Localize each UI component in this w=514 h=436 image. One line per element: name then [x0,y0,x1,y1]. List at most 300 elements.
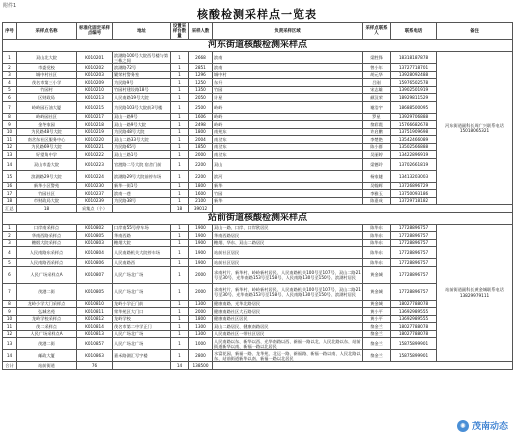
row-area: 新华 [213,182,363,190]
row-contact: 黄金城 [363,300,391,308]
row-tables: 1 [171,86,189,94]
header-tables: 设置采样台数量 [171,23,189,40]
row-name: 邮政大厦 [17,350,77,362]
row-no: 15 [3,170,17,182]
row-no: 10 [3,315,17,323]
row-name: 城中村社区 [17,71,77,79]
row-no: 18 [3,197,17,205]
header-no: 序号 [3,23,17,40]
row-code: K010812 [77,315,113,323]
row-phone: 13542466089 [391,136,437,144]
row-people: 1900 [189,232,213,240]
row-people: 1800 [189,128,213,136]
row-address: 双山一路9号大院 [113,121,171,129]
row-name: 竹园社区 [17,190,77,198]
row-no: 11 [3,323,17,331]
row-code: K010213 [77,94,113,102]
row-phone: 18027788078 [391,300,437,308]
row-no: 7 [3,283,17,300]
header-people: 采样人数 [189,23,213,40]
row-address: 滨湖路72号 [113,64,171,72]
row-tables: 1 [171,259,189,267]
row-address: 人民广场北广场 [113,330,171,338]
row-tables: 1 [171,300,189,308]
row-name: 南岔东社区服务中心 [17,136,77,144]
table-row [3,52,513,64]
row-no: 5 [3,86,17,94]
row-area: 计星 [213,94,363,102]
row-contact: 吕刚 [363,79,391,87]
row-contact: 吴翰辉 [363,182,391,190]
row-name: 岭岭园石油大厦 [17,101,77,113]
table-row [3,86,513,94]
table-row [3,182,513,190]
table-row [3,239,513,247]
row-no: 8 [3,300,17,308]
row-no: 2 [3,64,17,72]
summary-row [3,362,513,370]
table-row [3,259,513,267]
row-code: K010814 [77,323,113,331]
row-area: 岭岭 [213,101,363,113]
row-address: 官渡路二号大院 宿舍门前 [113,158,171,170]
table-row [3,283,513,300]
header-contact: 采样点联系人 [363,23,391,40]
row-phone: 15875899901 [391,350,437,362]
row-address: 滨湖路29号大院前停车场 [113,170,171,182]
row-phone: 17728896757 [391,259,437,267]
section-title-row [3,212,513,224]
row-tables: 1 [171,330,189,338]
row-contact: 黎金兰 [363,338,391,350]
row-code: K010224 [77,170,113,182]
row-contact: 陈华东 [363,247,391,259]
row-people: 2000 [189,151,213,159]
row-name: 人民广场采样点A [17,330,77,338]
row-tables: 1 [171,136,189,144]
row-code: K010201 [77,52,113,64]
row-contact: 黎金兰 [363,350,391,362]
attachment-label: 附件1 [3,3,17,9]
row-phone: 18027788078 [391,330,437,338]
table-row [3,64,513,72]
summary-row [3,205,513,213]
row-address: 滨湖路100号大院西号楼与第三栋之间 [113,52,171,64]
row-area: 求南村片、新华村、岭岭新村居民、人民南路机关100号至107号、双山二路21号至30号、光华南路153号至158号、人民南路130号至150号、滨湖村居民 [213,283,363,300]
row-address: 人民广场北广场 [113,266,171,283]
summary-label: 汇总 [3,205,17,213]
row-people: 1296 [189,71,213,79]
row-area: 求南村片、新华村、岭岭新村居民、人民南路机关100号至107号、双山二路21号至30号、光华南路153号至158号、人民南路130号至150号、滨湖村居民 [213,266,363,283]
row-phone: 13902501919 [391,86,437,94]
row-contact: 黎彩霞 [363,121,391,129]
row-contact: 陈华东 [363,239,391,247]
row-people: 2498 [189,121,213,129]
row-address: 滨南一巷 [113,190,171,198]
row-no: 14 [3,350,17,362]
row-address: 双山二路33号大院 [113,136,171,144]
summary-empty [113,205,171,213]
row-phone: 18688500095 [391,101,437,113]
row-people: 2800 [189,350,213,362]
row-code: K010215 [77,101,113,113]
table-row [3,190,513,198]
header-note: 备注 [437,23,513,40]
row-phone: 13751909698 [391,128,437,136]
row-tables: 1 [171,350,189,362]
row-code: K010237 [77,190,113,198]
row-contact: 李雅玉 [363,190,391,198]
row-contact: 黄金城 [363,283,391,300]
row-address: 茂名市第二中学正门 [113,323,171,331]
row-people: 2100 [189,197,213,205]
row-phone: 15976502578 [391,79,437,87]
row-no: 3 [3,71,17,79]
row-tables: 1 [171,170,189,182]
row-name: 糖烟大院采样点 [17,239,77,247]
row-tables: 1 [171,94,189,102]
row-name: 人民广场采样点A [17,266,77,283]
row-people: 1000 [189,338,213,350]
row-name: 茂名市第三小学 [17,79,77,87]
row-name: 市财政局大院 [17,197,77,205]
row-no: 7 [3,101,17,113]
row-people: 2200 [189,158,213,170]
row-name: 人民南路东采样点 [17,247,77,259]
row-contact: 黎金兰 [363,323,391,331]
row-tables: 1 [171,158,189,170]
row-code: K010221 [77,143,113,151]
row-people: 2200 [189,170,213,182]
row-name: 双山市委大院 [17,158,77,170]
summary-empty [113,362,171,370]
summary-count: 18 [17,205,77,213]
table-row [3,315,513,323]
table-row [3,266,513,283]
row-name: 双山北大院 [17,52,77,64]
row-no: 13 [3,151,17,159]
row-tables: 1 [171,121,189,129]
table-row [3,158,513,170]
row-phone: 13729718182 [391,197,437,205]
row-tables: 1 [171,113,189,121]
row-tables: 1 [171,308,189,316]
table-row [3,151,513,159]
row-area: 水富花园、新福一路、龙华苑、北运一路、新福路、新福一路以南、人民北路以东、站前街道新华以南、新福一路以北居民 [214,350,361,361]
row-no: 1 [3,224,17,232]
row-address: 双山三路1号 [113,151,171,159]
row-contact: 宋志雄 [363,86,391,94]
row-phone: 13726896729 [391,182,437,190]
table-row [3,71,513,79]
row-phone: 17728896757 [391,224,437,232]
row-phone: 13750093186 [391,190,437,198]
row-tables: 1 [171,64,189,72]
summary-unit: 采集点（个） [77,205,113,213]
section-note: 站前街道副科长黄金城联系电话13829979111 [437,224,513,362]
row-area: 华南西路居民 [213,232,363,240]
row-area: 糖烟、华东、双山二路居民 [213,239,363,247]
header-code: 标准化固定采样点编号 [77,23,113,40]
table-row [3,128,513,136]
row-code: K010210 [77,86,113,94]
row-area: 南岔东 [213,136,363,144]
summary-empty [213,205,513,213]
row-name: 口岸南采样点 [17,224,77,232]
table-row [3,330,513,338]
row-area: 新华 [213,197,363,205]
row-area: 东升 [213,79,363,87]
row-name: 市委党校 [17,64,77,72]
row-no: 5 [3,259,17,267]
table-row [3,300,513,308]
row-area: 岭岭 [213,113,363,121]
row-no: 1 [3,52,17,64]
row-phone: 13692989555 [391,308,437,316]
section-title: 站前街道核酸检测采样点 [3,212,513,224]
row-contact: 黄小平 [363,315,391,323]
table-row [3,247,513,259]
row-code: K010222 [77,151,113,159]
row-no: 2 [3,232,17,240]
row-phone: 17728896757 [391,266,437,283]
row-contact: 胡元华 [363,71,391,79]
row-contact: 杨家婕 [363,170,391,182]
row-tables: 1 [171,151,189,159]
row-name: 茂港二街 [17,338,77,350]
row-address: 为民路9号 [113,79,171,87]
sampling-table [2,22,513,370]
row-area: 竹园 [213,190,363,198]
row-code: K010857 [77,338,113,350]
row-people: 2500 [189,101,213,113]
row-code: K010218 [77,121,113,129]
summary-label: 合计 [3,362,17,370]
row-phone: 13727718701 [391,64,437,72]
row-code: K010805 [77,232,113,240]
row-address: 龙岭小学正门前 [113,300,171,308]
row-name: 滨湖路29号大院 [17,170,77,182]
row-no: 6 [3,266,17,283]
summary-count: 站前街道 [17,362,77,370]
row-tables: 1 [171,323,189,331]
row-people: 1606 [189,113,213,121]
row-name: 金冬家园 [17,121,77,129]
row-area: 人民南路以东、新华以西、光华南路以西、新福一路以北、人民北路以东、站前街道新华以南、新福一路以北居民 [214,338,361,349]
row-tables: 1 [171,190,189,198]
row-area: 站前社区居民 [213,259,363,267]
row-area: 岭岭 [213,121,363,129]
row-contact: 黄小平 [363,308,391,316]
row-tables: 1 [171,224,189,232]
section-title: 河东街道核酸检测采样点 [3,40,513,52]
row-no: 4 [3,247,17,259]
table-row [3,338,513,350]
row-name: 新华小区警苑 [17,182,77,190]
table-row [3,197,513,205]
row-people: 1350 [189,86,213,94]
row-contact: 陈嘉成 [363,197,391,205]
row-address: 新华一街1号 [113,182,171,190]
row-phone: 17728896757 [391,283,437,300]
row-contact: 陈华东 [363,232,391,240]
row-people: 1300 [189,300,213,308]
row-people: 1300 [189,323,213,331]
row-name: 茂港二街 [17,283,77,300]
row-address: 人民南路机关大院停车场 [113,247,171,259]
row-no: 16 [3,182,17,190]
row-phone: 13502566888 [391,143,437,151]
row-code: K010810 [77,300,113,308]
row-contact: 吴丽婷 [363,151,391,159]
row-area: 健康南路社区居民 [213,315,363,323]
row-address: 口岸南55号停车场 [113,224,171,232]
row-people: 1850 [189,143,213,151]
row-tables: 1 [171,79,189,87]
row-code: K010219 [77,128,113,136]
table-header [3,23,513,40]
row-tables: 1 [171,239,189,247]
row-people: 2000 [189,266,213,283]
row-people: 1250 [189,79,213,87]
row-code: K010805 [77,283,113,300]
row-code: K010802 [77,224,113,232]
row-tables: 1 [171,315,189,323]
row-tables: 1 [171,338,189,350]
watermark [457,419,508,432]
row-people: 1800 [189,182,213,190]
row-phone: 13692989555 [391,315,437,323]
row-address: 人民南路西 [113,259,171,267]
row-area: 双山 [213,158,363,170]
row-address: 华南西路 [113,232,171,240]
row-contact: 李楚艳 [363,136,391,144]
row-code: K010223 [77,158,113,170]
row-address: 为民路103号大院前3号楼 [113,101,171,113]
row-tables: 1 [171,182,189,190]
row-tables: 1 [171,71,189,79]
header-address: 地址 [113,23,171,40]
row-contact: 罗星 [363,113,391,121]
row-no: 3 [3,239,17,247]
row-code: K010203 [77,71,113,79]
row-tables: 1 [171,52,189,64]
row-name: 龙岭学校采样点 [17,315,77,323]
table-row [3,170,513,182]
row-people: 2000 [189,308,213,316]
row-tables: 1 [171,143,189,151]
row-phone: 13929706888 [391,113,437,121]
row-name: 岭岭园社区 [17,113,77,121]
table-row [3,224,513,232]
row-people: 2050 [189,94,213,102]
row-name: 好望角中学 [17,151,77,159]
row-contact: 黎金兰 [363,330,391,338]
row-code: K010806 [77,259,113,267]
row-tables: 1 [171,247,189,259]
row-people: 1900 [189,259,213,267]
row-area: 人民南路社区一带社区居民 [213,330,363,338]
row-tables: 1 [171,128,189,136]
row-area: 站前社区居民 [213,247,363,259]
row-address: 龙岭学校 [113,315,171,323]
row-address: 人民南路19号大院 [113,94,171,102]
row-area: 健康南路、光华北路居民 [213,300,363,308]
row-no: 9 [3,121,17,129]
row-area: 竹园 [213,86,363,94]
summary-tables: 18 [171,205,189,213]
summary-tables: 14 [171,362,189,370]
row-area: 滨南 [213,52,363,64]
row-phone: 18027788078 [391,323,437,331]
row-address: 为民路38号 [113,197,171,205]
table-row [3,350,513,362]
table-row [3,143,513,151]
row-code: K010813 [77,330,113,338]
row-people: 2004 [189,136,213,144]
row-name: 茂二采样点 [17,323,77,331]
table-row [3,79,513,87]
row-people: 1600 [189,190,213,198]
row-phone: 15766682678 [391,121,437,129]
row-code: K010230 [77,182,113,190]
row-no: 8 [3,113,17,121]
row-contact: 谢浩宇 [363,101,391,113]
row-address: 糖烟大院 [113,239,171,247]
row-no: 12 [3,143,17,151]
row-area: 滨河 [213,170,363,182]
row-name: 区财政局 [17,94,77,102]
row-phone: 17728896757 [391,239,437,247]
summary-unit: 76 [77,362,113,370]
summary-people: 39012 [189,205,213,213]
row-code: K010803 [77,239,113,247]
row-people: 2668 [189,52,213,64]
row-tables: 1 [171,101,189,113]
row-contact: 黄金城 [363,266,391,283]
table-row [3,101,513,113]
row-address: 繁荣村警务室 [113,71,171,79]
row-address: 双山一路9号 [113,113,171,121]
row-contact: 梁德玲 [363,158,391,170]
row-area: 双山一路、口岸、口岸欧居民 [213,224,363,232]
row-area: 滨南 [213,64,363,72]
table-row [3,323,513,331]
table-row [3,94,513,102]
row-name: 竹园村 [17,86,77,94]
row-area: 双山二路居民、健康南路居民 [213,323,363,331]
row-address: 人民广场北广场 [113,283,171,300]
row-no: 11 [3,136,17,144]
table-row [3,136,513,144]
row-contact: 陈小群 [363,143,391,151]
row-code: K010217 [77,113,113,121]
row-no: 17 [3,190,17,198]
section-title-row [3,40,513,52]
row-tables: 1 [171,266,189,283]
row-phone: 13928092488 [391,71,437,79]
page-title: 核酸检测采样点一览表 [197,8,317,21]
table-row [3,121,513,129]
row-address: 荣华苑区大门口 [113,308,171,316]
row-no: 10 [3,128,17,136]
table-row [3,308,513,316]
row-area: 健康南路社区大石路居民 [213,308,363,316]
row-name: 为民路69号大院 [17,143,77,151]
row-people: 2000 [189,283,213,300]
row-code: K010811 [77,308,113,316]
row-no: 9 [3,308,17,316]
